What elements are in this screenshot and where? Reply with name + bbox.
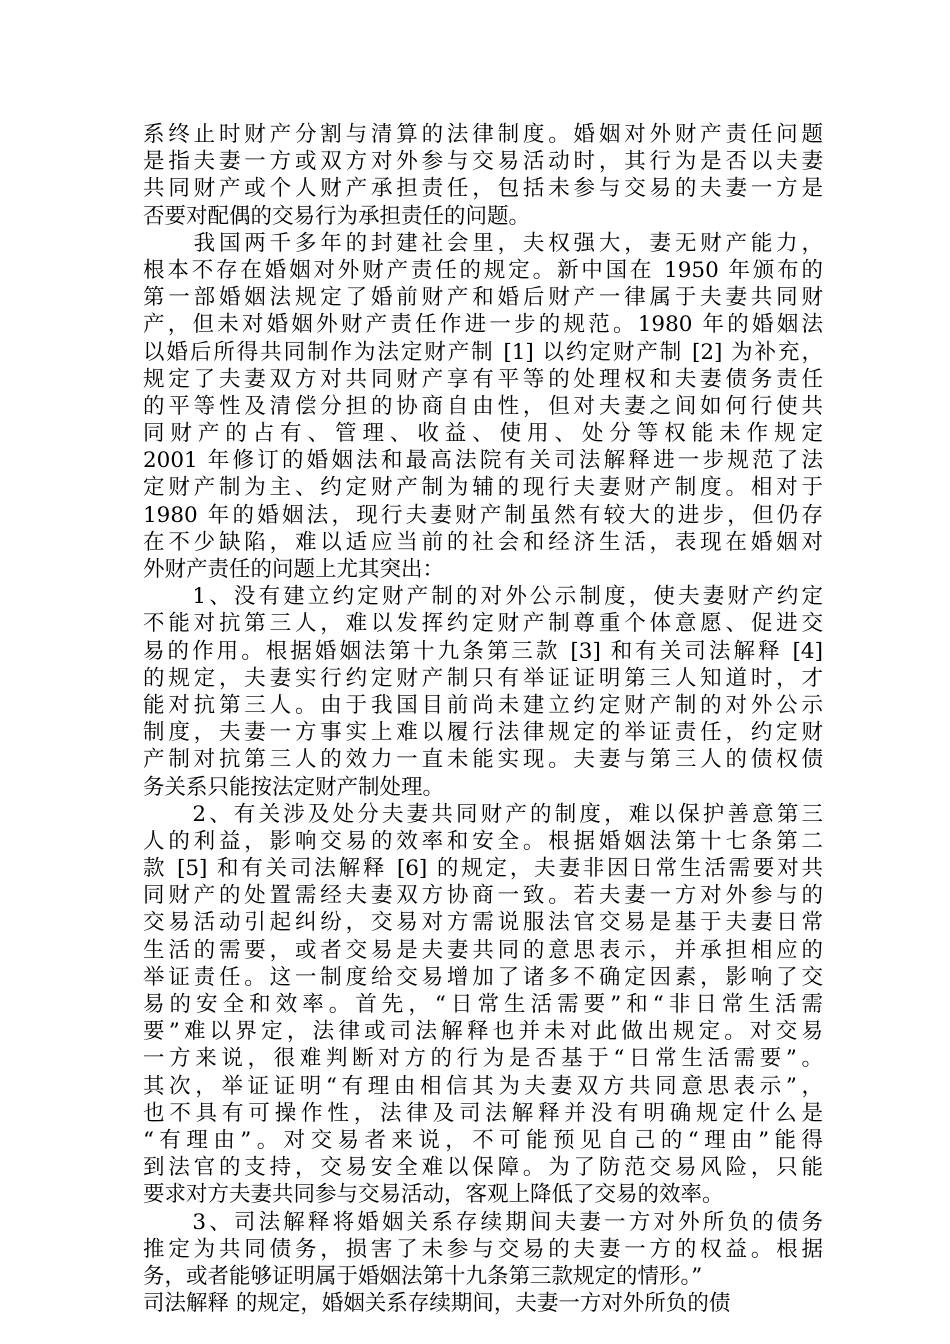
text-line: 的规定，夫妻实行约定财产制只有举证证明第三人知道时，才 xyxy=(143,665,823,691)
text-line: 产，但未对婚姻外财产责任作进一步的规范。1980 年的婚姻法 xyxy=(143,312,823,338)
text-line: 其次，举证证明“有理由相信其为夫妻双方共同意思表示”， xyxy=(143,1073,823,1099)
body-text xyxy=(143,121,823,1317)
text-line: 第一部婚姻法规定了婚前财产和婚后财产一律属于夫妻共同财 xyxy=(143,285,823,311)
text-line: 同财产的占有、管理、收益、使用、处分等权能未作规定 xyxy=(143,421,823,447)
text-line: 外财产责任的问题上尤其突出： xyxy=(143,557,445,582)
text-line: 要”难以界定，法律或司法解释也并未对此做出规定。对交易 xyxy=(143,1019,823,1045)
text-line: 务关系只能按法定财产制处理。 xyxy=(143,774,445,800)
text-line: 能对抗第三人。由于我国目前尚未建立约定财产制的对外公示 xyxy=(143,692,823,718)
text-line: 生活的需要，或者交易是夫妻共同的意思表示，并承担相应的 xyxy=(143,937,823,963)
text-line: 推定为共同债务，损害了未参与交易的夫妻一方的权益。根据 xyxy=(143,1236,823,1262)
text-line: 司法解释 的规定，婚姻关系存续期间，夫妻一方对外所负的债 xyxy=(143,1291,731,1317)
text-line: 举证责任。这一制度给交易增加了诸多不确定因素，影响了交 xyxy=(143,964,823,990)
text-line: 定财产制为主、约定财产制为辅的现行夫妻财产制度。相对于 xyxy=(143,475,823,501)
text-line: 根本不存在婚姻对外财产责任的规定。新中国在 1950 年颁布的 xyxy=(143,257,823,283)
text-line: 要求对方夫妻共同参与交易活动，客观上降低了交易的效率。 xyxy=(143,1182,724,1208)
text-line: 不能对抗第三人，难以发挥约定财产制尊重个体意愿、促进交 xyxy=(143,611,823,637)
text-line: 共同财产或个人财产承担责任，包括未参与交易的夫妻一方是 xyxy=(143,176,823,202)
text-line: 务，或者能够证明属于婚姻法第十九条第三款规定的情形。” xyxy=(143,1263,703,1289)
text-line: 一方来说，很难判断对方的行为是否基于“日常生活需要”。 xyxy=(143,1046,823,1072)
text-line: 在不少缺陷，难以适应当前的社会和经济生活，表现在婚姻对 xyxy=(143,529,823,555)
text-line: 否要对配偶的交易行为承担责任的问题。 xyxy=(143,203,531,229)
text-line: 也不具有可操作性，法律及司法解释并没有明确规定什么是 xyxy=(143,1100,823,1126)
text-line: 的平等性及清偿分担的协商自由性，但对夫妻之间如何行使共 xyxy=(143,393,823,419)
text-line: 款 [5] 和有关司法解释 [6] 的规定，夫妻非因日常生活需要对共 xyxy=(143,856,823,882)
text-line: 1、没有建立约定财产制的对外公示制度，使夫妻财产约定 xyxy=(143,584,823,610)
text-line: “有理由”。对交易者来说，不可能预见自己的“理由”能得 xyxy=(143,1127,823,1153)
text-line: 交易活动引起纠纷，交易对方需说服法官交易是基于夫妻日常 xyxy=(143,910,823,936)
text-line: 人的利益，影响交易的效率和安全。根据婚姻法第十七条第二 xyxy=(143,828,823,854)
text-line: 是指夫妻一方或双方对外参与交易活动时，其行为是否以夫妻 xyxy=(143,149,823,175)
text-line: 3、司法解释将婚姻关系存续期间夫妻一方对外所负的债务 xyxy=(143,1209,823,1235)
text-line: 2001 年修订的婚姻法和最高法院有关司法解释进一步规范了法 xyxy=(143,448,823,474)
text-line: 到法官的支持，交易安全难以保障。为了防范交易风险，只能 xyxy=(143,1155,823,1181)
text-line: 同财产的处置需经夫妻双方协商一致。若夫妻一方对外参与的 xyxy=(143,883,823,909)
text-line: 1980 年的婚姻法，现行夫妻财产制虽然有较大的进步，但仍存 xyxy=(143,502,823,528)
text-line: 以婚后所得共同制作为法定财产制 [1] 以约定财产制 [2] 为补充， xyxy=(143,339,823,365)
text-line: 产制对抗第三人的效力一直未能实现。夫妻与第三人的债权债 xyxy=(143,747,823,773)
text-line: 易的安全和效率。首先，“日常生活需要”和“非日常生活需 xyxy=(143,992,823,1017)
text-line: 易的作用。根据婚姻法第十九条第三款 [3] 和有关司法解释 [4] xyxy=(143,638,823,664)
text-line: 制度，夫妻一方事实上难以履行法律规定的举证责任，约定财 xyxy=(143,720,823,746)
text-line: 规定了夫妻双方对共同财产享有平等的处理权和夫妻债务责任 xyxy=(143,366,823,392)
text-line: 我国两千多年的封建社会里，夫权强大，妻无财产能力， xyxy=(143,230,823,256)
text-line: 系终止时财产分割与清算的法律制度。婚姻对外财产责任问题 xyxy=(143,122,823,147)
text-line: 2、有关涉及处分夫妻共同财产的制度，难以保护善意第三 xyxy=(143,801,823,827)
